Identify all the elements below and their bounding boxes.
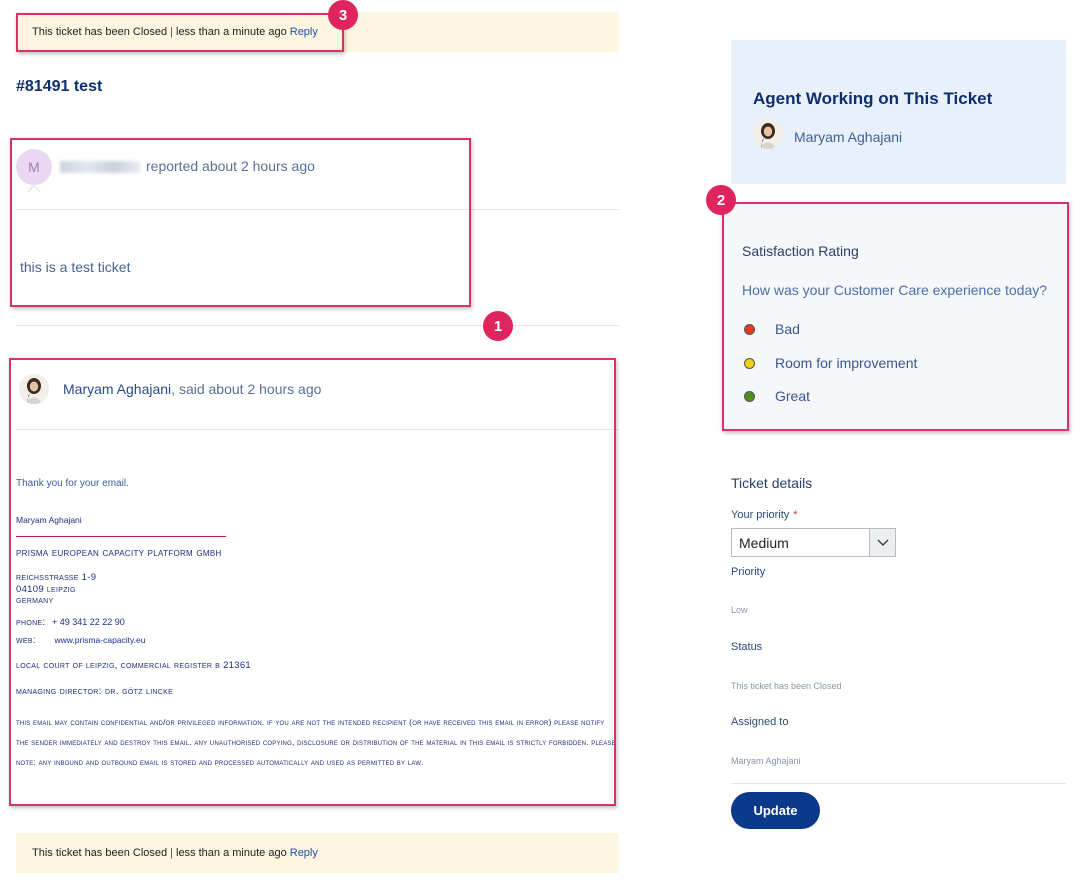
highlight-box-3 <box>16 13 344 52</box>
required-mark: * <box>793 509 798 521</box>
status-separator: | <box>170 847 173 859</box>
step-badge-1: 1 <box>483 311 513 341</box>
assigned-label: Assigned to <box>731 716 789 728</box>
priority-select[interactable] <box>731 528 896 557</box>
rating-label: Great <box>775 388 811 404</box>
step-badge-3: 3 <box>328 0 358 30</box>
satisfaction-title: Satisfaction Rating <box>742 243 859 259</box>
highlight-box-2 <box>722 202 1069 431</box>
person-photo-icon <box>753 119 783 149</box>
ticket-details-title: Ticket details <box>731 475 813 491</box>
ticket-title: #81491 test <box>16 78 103 95</box>
status-time: less than a minute ago <box>176 26 287 38</box>
web-label: web: <box>16 635 36 646</box>
agent-panel-title: Agent Working on This Ticket <box>753 89 993 108</box>
rating-label: Room for improvement <box>775 355 918 371</box>
phone-label: phone: <box>16 617 46 628</box>
web-link[interactable]: www.prisma-capacity.eu <box>54 635 146 645</box>
signature-court: local court of leipzig, commercial register b 21361 <box>16 660 252 671</box>
phone-value: + 49 341 22 22 90 <box>52 617 125 627</box>
divider <box>731 783 1066 784</box>
priority-label: Priority <box>731 566 766 578</box>
rating-label: Bad <box>775 321 800 337</box>
signature-name: Maryam Aghajani <box>16 515 82 525</box>
status-separator: | <box>170 26 173 38</box>
chevron-down-icon[interactable] <box>869 529 895 556</box>
status-banner-bottom <box>16 833 619 873</box>
divider <box>16 325 619 326</box>
report-meta-text: reported about 2 hours ago <box>146 158 315 174</box>
signature-country: germany <box>16 595 54 606</box>
report-body: this is a test ticket <box>20 259 131 275</box>
agent-name[interactable]: Maryam Aghajani <box>794 129 903 145</box>
signature-director: managing director: dr. götz lincke <box>16 685 174 697</box>
signature-company: prisma european capacity platform gmbh <box>16 547 222 559</box>
reply-link[interactable]: Reply <box>289 26 318 38</box>
step-badge-2: 2 <box>706 185 736 215</box>
priority-value: Low <box>731 605 748 615</box>
reply-meta-text: , said about 2 hours ago <box>171 381 322 397</box>
reply-author[interactable]: Maryam Aghajani <box>63 381 172 397</box>
priority-select-value: Medium <box>739 534 789 551</box>
highlight-box-1 <box>9 358 616 806</box>
signature-disclaimer: this email may contain confidential and/or privileged information. if you are not the intended recipient (or have received this email in error) please notify the sender immediately and destroy this email. any unauthorised copying, disclosure or distribution of the material in this email is strictly forbidden. please note: any inbound and outbound email is stored and processed automatically and used as permitted by law. <box>16 717 616 767</box>
reply-greeting: Thank you for your email. <box>16 478 129 489</box>
status-text: This ticket has been Closed <box>32 26 168 38</box>
reply-link[interactable]: Reply <box>289 847 318 859</box>
your-priority-label-text: Your priority <box>731 509 790 521</box>
agent-panel <box>731 40 1066 184</box>
status-text: This ticket has been Closed <box>32 847 168 859</box>
highlight-box-report <box>10 138 471 307</box>
reporter-avatar: M <box>16 149 52 185</box>
signature-street: reichsstraße 1-9 <box>16 572 97 583</box>
status-time: less than a minute ago <box>176 847 287 859</box>
status-value: This ticket has been Closed <box>731 681 842 691</box>
status-label: Status <box>731 641 763 653</box>
update-button[interactable]: Update <box>731 792 820 829</box>
satisfaction-question: How was your Customer Care experience today? <box>742 282 1048 298</box>
your-priority-label <box>731 509 798 521</box>
signature-city: 04109 leipzig <box>16 584 76 595</box>
agent-avatar <box>753 119 783 149</box>
assigned-value: Maryam Aghajani <box>731 756 801 766</box>
